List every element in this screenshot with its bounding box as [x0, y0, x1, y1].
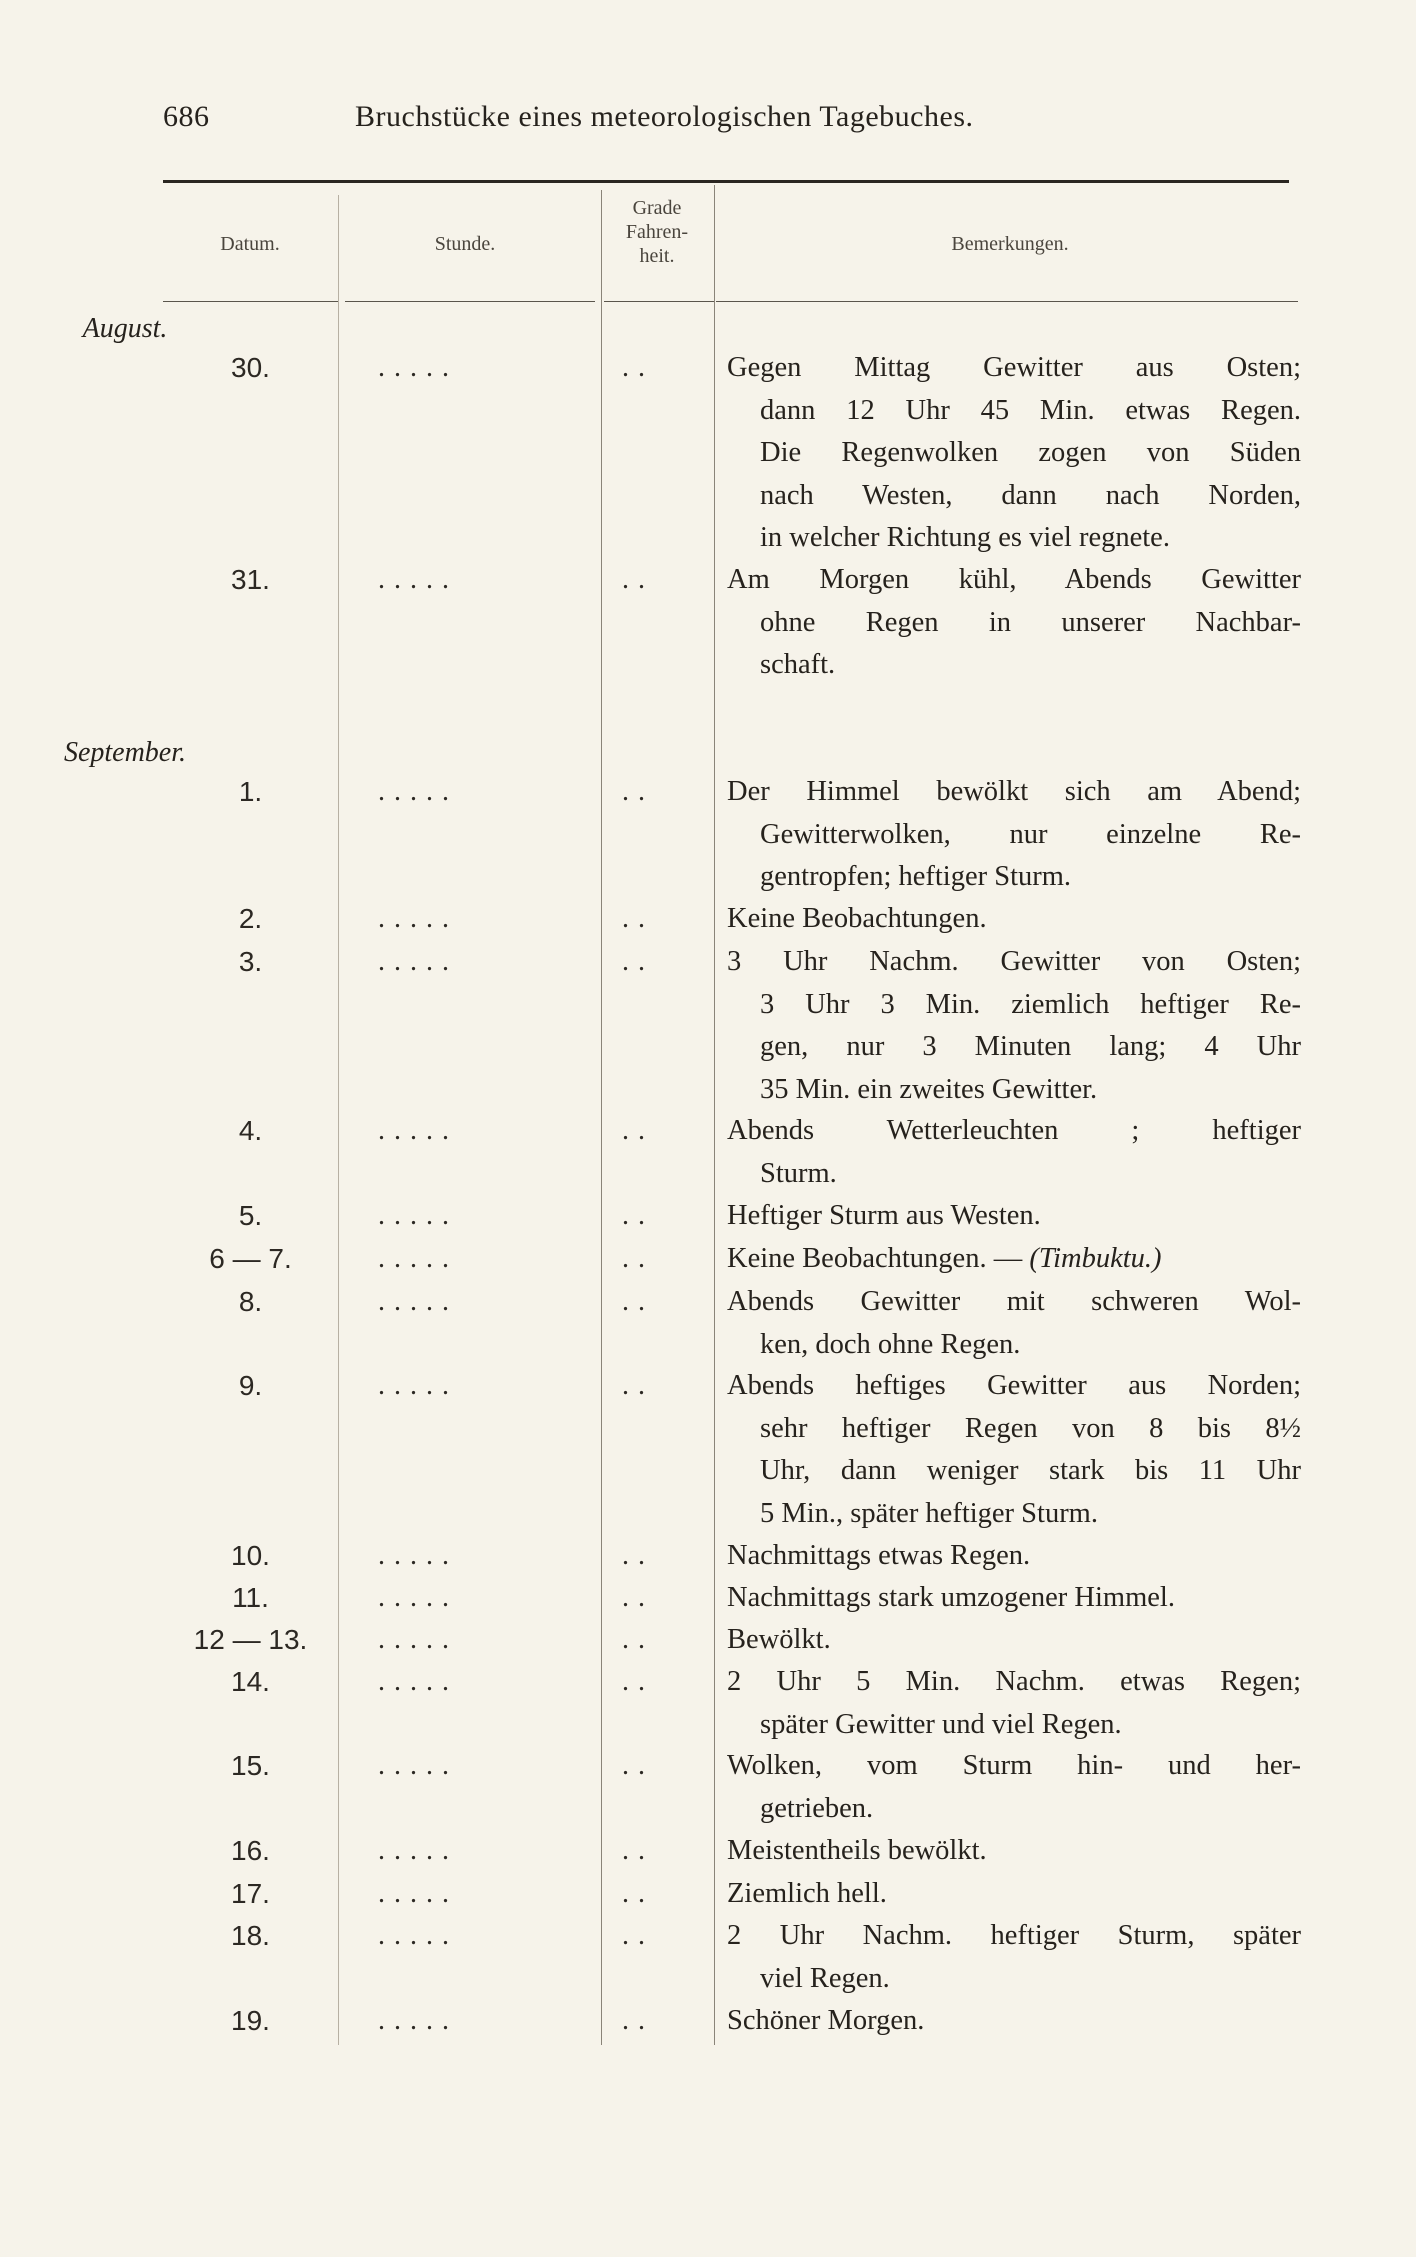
entry-time-placeholder: ..... [378, 1750, 458, 1781]
entry-time-placeholder: ..... [378, 946, 458, 977]
remark-line: Heftiger Sturm aus Westen. [727, 1200, 1041, 1231]
entry-remark [727, 771, 1301, 899]
entry-remark [727, 1535, 1301, 1578]
header-rule-grade [604, 301, 714, 302]
entry-remark [727, 898, 1301, 941]
column-divider-2 [601, 190, 602, 2045]
entry-date: 19. [231, 2005, 270, 2036]
column-header-grade [596, 196, 718, 268]
entry-remark [727, 347, 1301, 560]
entry-remark [727, 1661, 1301, 1746]
entry-time-placeholder: ..... [378, 564, 458, 595]
remark-line: Abends Wetterleuchten ; heftiger [727, 1115, 1301, 1146]
remark-line: schaft. [760, 649, 836, 680]
entry-time-placeholder: ..... [378, 776, 458, 807]
remark-line: Sturm. [760, 1157, 837, 1189]
entry-remark [727, 1873, 1301, 1916]
remark-line: Gewitterwolken, nur einzelne Re- [760, 818, 1301, 850]
remark-line: Abends heftiges Gewitter aus Norden; [727, 1370, 1301, 1401]
entry-time-placeholder: ..... [378, 1666, 458, 1697]
entry-date: 14. [231, 1666, 270, 1697]
entry-remark [727, 1915, 1301, 2000]
entry-temperature-placeholder: .. [622, 1200, 654, 1231]
remark-line: 2 Uhr Nachm. heftiger Sturm, später [727, 1920, 1301, 1951]
remark-line: ken, doch ohne Regen. [760, 1328, 1021, 1360]
entry-time-placeholder: ..... [378, 1835, 458, 1866]
page-number: 686 [163, 100, 210, 133]
remark-line: 3 Uhr 3 Min. ziemlich heftiger Re- [760, 988, 1301, 1020]
remark-line: später Gewitter und viel Regen. [760, 1708, 1122, 1740]
header-rule-datum [163, 301, 338, 302]
remark-line: Uhr, dann weniger stark bis 11 Uhr [760, 1455, 1301, 1486]
entry-date: 4. [238, 1115, 263, 1146]
entry-remark [727, 941, 1301, 1111]
entry-date: 15. [231, 1750, 270, 1781]
entry-time-placeholder: ..... [378, 1582, 458, 1613]
remark-line: getrieben. [760, 1792, 874, 1824]
entry-temperature-placeholder: .. [622, 776, 654, 807]
column-header-bemerkungen: Bemerkungen. [951, 233, 1069, 255]
remark-line: Nachmittags stark umzogener Himmel. [727, 1582, 1175, 1613]
column-header-grade-line-2: Fahren- [625, 221, 689, 243]
remark-line: Abends Gewitter mit schweren Wol- [727, 1286, 1301, 1317]
remark-line: Ziemlich hell. [727, 1878, 887, 1909]
entry-date: 18. [231, 1920, 270, 1951]
header-rule-stunde [345, 301, 595, 302]
column-divider-1 [338, 195, 339, 2045]
remark-line: Der Himmel bewölkt sich am Abend; [727, 776, 1301, 807]
entry-date: 1. [238, 776, 263, 807]
remark-line: 35 Min. ein zweites Gewitter. [760, 1073, 1098, 1105]
header-rule-bemerkungen [716, 301, 1298, 302]
entry-temperature-placeholder: .. [622, 352, 654, 383]
entry-remark [727, 1577, 1301, 1620]
remark-line: Schöner Morgen. [727, 2005, 925, 2036]
entry-date: 30. [231, 352, 270, 383]
entry-remark [727, 2000, 1301, 2043]
entry-remark [727, 1365, 1301, 1535]
entry-temperature-placeholder: .. [622, 1750, 654, 1781]
entry-date: 10. [231, 1540, 270, 1571]
column-divider-3 [714, 185, 715, 2045]
remark-line: 5 Min., später heftiger Sturm. [760, 1497, 1098, 1529]
remark-line: Am Morgen kühl, Abends Gewitter [727, 564, 1301, 595]
entry-temperature-placeholder: .. [622, 1370, 654, 1401]
entry-date: 16. [231, 1835, 270, 1866]
remark-line: viel Regen. [760, 1962, 890, 1994]
entry-temperature-placeholder: .. [622, 1920, 654, 1951]
entry-temperature-placeholder: .. [622, 1243, 654, 1274]
remark-line: Meistentheils bewölkt. [727, 1835, 987, 1866]
entry-time-placeholder: ..... [378, 1624, 458, 1655]
entry-date: 3. [238, 946, 263, 977]
entry-time-placeholder: ..... [378, 1200, 458, 1231]
entry-remark [727, 1745, 1301, 1830]
entry-time-placeholder: ..... [378, 1540, 458, 1571]
month-september: September. [63, 737, 187, 768]
entry-time-placeholder: ..... [378, 1920, 458, 1951]
entry-date: 8. [238, 1286, 263, 1317]
remark-line: Keine Beobachtungen. — (Timbuktu.) [727, 1243, 1162, 1274]
remark-line: gen, nur 3 Minuten lang; 4 Uhr [760, 1031, 1301, 1062]
column-header-grade-line-1: Grade [632, 197, 682, 219]
entry-date: 2. [238, 903, 263, 934]
entry-remark [727, 1195, 1301, 1238]
entry-temperature-placeholder: .. [622, 1286, 654, 1317]
entry-temperature-placeholder: .. [622, 1540, 654, 1571]
remark-line: sehr heftiger Regen von 8 bis 8½ [760, 1412, 1301, 1444]
entry-date: 17. [231, 1878, 270, 1909]
remark-line: Gegen Mittag Gewitter aus Osten; [727, 352, 1301, 383]
remark-line: nach Westen, dann nach Norden, [760, 479, 1301, 511]
entry-date: 11. [232, 1582, 269, 1613]
entry-time-placeholder: ..... [378, 1115, 458, 1146]
remark-line: in welcher Richtung es viel regnete. [760, 522, 1170, 553]
remark-line: Keine Beobachtungen. [727, 903, 987, 934]
remark-line: Wolken, vom Sturm hin- und her- [727, 1750, 1301, 1781]
entry-date: 6 — 7. [209, 1243, 292, 1274]
top-rule [163, 180, 1289, 183]
entry-time-placeholder: ..... [378, 903, 458, 934]
entry-date: 5. [238, 1200, 263, 1231]
entry-time-placeholder: ..... [378, 2005, 458, 2036]
column-header-grade-line-3: heit. [639, 245, 675, 267]
remark-line: 3 Uhr Nachm. Gewitter von Osten; [727, 946, 1301, 977]
entry-remark [727, 1619, 1301, 1662]
running-head [163, 100, 1103, 140]
entry-temperature-placeholder: .. [622, 1115, 654, 1146]
entry-time-placeholder: ..... [378, 1243, 458, 1274]
month-august: August. [82, 313, 168, 344]
remark-line: ohne Regen in unserer Nachbar- [760, 606, 1301, 638]
entry-time-placeholder: ..... [378, 352, 458, 383]
remark-line: dann 12 Uhr 45 Min. etwas Regen. [760, 394, 1301, 426]
entry-remark [727, 1110, 1301, 1195]
remark-line: Nachmittags etwas Regen. [727, 1540, 1031, 1571]
entry-date: 31. [231, 564, 270, 595]
column-header-stunde: Stunde. [434, 233, 496, 255]
entry-temperature-placeholder: .. [622, 1835, 654, 1866]
column-header-datum: Datum. [220, 233, 280, 255]
entry-time-placeholder: ..... [378, 1370, 458, 1401]
entry-remark [727, 1238, 1301, 1281]
remark-line: 2 Uhr 5 Min. Nachm. etwas Regen; [727, 1666, 1301, 1697]
entry-remark [727, 1830, 1301, 1873]
entry-temperature-placeholder: .. [622, 1666, 654, 1697]
entry-time-placeholder: ..... [378, 1878, 458, 1909]
entry-temperature-placeholder: .. [622, 2005, 654, 2036]
remark-note: (Timbuktu.) [1029, 1243, 1162, 1274]
entry-temperature-placeholder: .. [622, 1624, 654, 1655]
entry-time-placeholder: ..... [378, 1286, 458, 1317]
remark-line: Die Regenwolken zogen von Süden [760, 437, 1301, 468]
entry-temperature-placeholder: .. [622, 946, 654, 977]
entry-temperature-placeholder: .. [622, 1582, 654, 1613]
entry-date: 12 — 13. [193, 1624, 308, 1655]
entry-date: 9. [238, 1370, 263, 1401]
entry-temperature-placeholder: .. [622, 564, 654, 595]
page-title: Bruchstücke eines meteorologischen Tagebuches. [355, 100, 974, 133]
entry-temperature-placeholder: .. [622, 903, 654, 934]
entry-temperature-placeholder: .. [622, 1878, 654, 1909]
entry-remark [727, 1281, 1301, 1366]
remark-line: gentropfen; heftiger Sturm. [760, 861, 1072, 892]
remark-line: Bewölkt. [727, 1624, 831, 1655]
entry-remark [727, 559, 1301, 687]
